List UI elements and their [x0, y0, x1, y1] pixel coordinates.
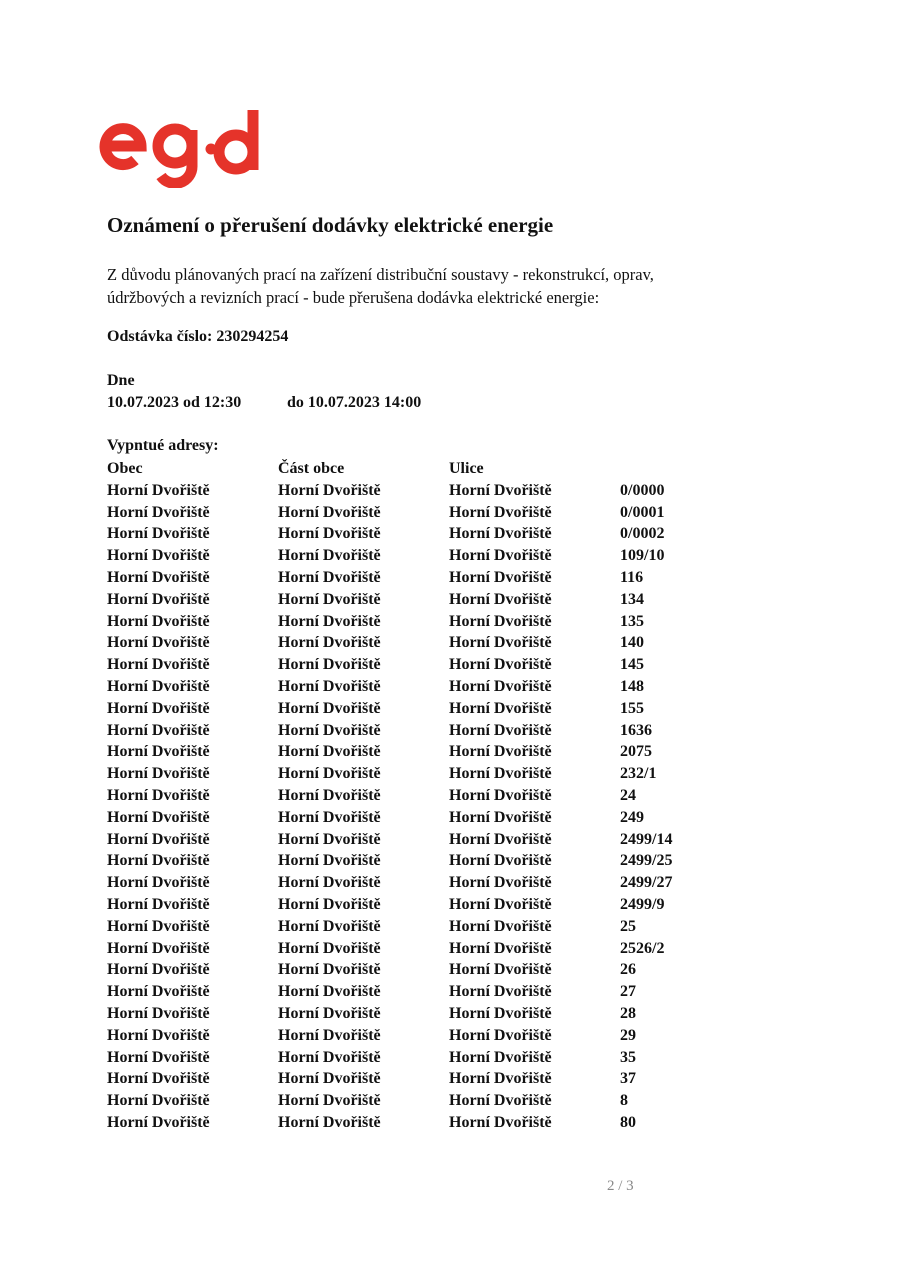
obec-cell: Horní Dvořiště [107, 808, 210, 826]
page-title: Oznámení o přerušení dodávky elektrické energie [107, 213, 554, 237]
ulice-cell: Horní Dvořiště [449, 808, 552, 826]
cast-obce-cell: Horní Dvořiště [278, 786, 381, 804]
ulice-cell: Horní Dvořiště [449, 1026, 552, 1044]
cast-obce-cell: Horní Dvořiště [278, 503, 381, 521]
header-obec: Obec [107, 460, 143, 477]
cast-obce-cell: Horní Dvořiště [278, 1026, 381, 1044]
cast-obce-cell: Horní Dvořiště [278, 677, 381, 695]
cast-obce-cell: Horní Dvořiště [278, 656, 381, 674]
obec-cell: Horní Dvořiště [107, 939, 210, 957]
house-number-cell: 232/1 [620, 765, 657, 783]
cast-obce-cell: Horní Dvořiště [278, 525, 381, 543]
ulice-cell: Horní Dvořiště [449, 830, 552, 848]
obec-cell: Horní Dvořiště [107, 612, 210, 630]
intro-line-2: údržbových a revizních prací - bude přerušena dodávka elektrické energie: [107, 288, 600, 307]
house-number-cell: 35 [620, 1048, 636, 1066]
period-label: Dne [107, 372, 135, 389]
ulice-cell: Horní Dvořiště [449, 983, 552, 1001]
obec-cell: Horní Dvořiště [107, 1113, 210, 1131]
cast-obce-cell: Horní Dvořiště [278, 1004, 381, 1022]
addresses-label: Vypntué adresy: [107, 437, 219, 454]
house-number-cell: 8 [620, 1092, 628, 1110]
ulice-cell: Horní Dvořiště [449, 503, 552, 521]
cast-obce-cell: Horní Dvořiště [278, 852, 381, 870]
house-number-cell: 2526/2 [620, 939, 665, 957]
cast-obce-cell: Horní Dvořiště [278, 721, 381, 739]
cast-obce-cell: Horní Dvořiště [278, 765, 381, 783]
house-number-cell: 2499/14 [620, 830, 673, 848]
ulice-cell: Horní Dvořiště [449, 677, 552, 695]
house-number-cell: 26 [620, 961, 636, 979]
obec-cell: Horní Dvořiště [107, 547, 210, 565]
obec-cell: Horní Dvořiště [107, 874, 210, 892]
obec-cell: Horní Dvořiště [107, 895, 210, 913]
obec-cell: Horní Dvořiště [107, 503, 210, 521]
ulice-cell: Horní Dvořiště [449, 939, 552, 957]
house-number-cell: 80 [620, 1113, 636, 1131]
cast-obce-cell: Horní Dvořiště [278, 917, 381, 935]
house-number-cell: 25 [620, 917, 636, 935]
obec-cell: Horní Dvořiště [107, 481, 210, 499]
cast-obce-cell: Horní Dvořiště [278, 634, 381, 652]
obec-cell: Horní Dvořiště [107, 590, 210, 608]
obec-cell: Horní Dvořiště [107, 786, 210, 804]
cast-obce-cell: Horní Dvořiště [278, 830, 381, 848]
outage-number: Odstávka číslo: 230294254 [107, 328, 289, 345]
house-number-cell: 116 [620, 568, 644, 586]
obec-cell: Horní Dvořiště [107, 765, 210, 783]
obec-cell: Horní Dvořiště [107, 1004, 210, 1022]
house-number-cell: 2499/25 [620, 852, 673, 870]
ulice-cell: Horní Dvořiště [449, 765, 552, 783]
cast-obce-cell: Horní Dvořiště [278, 612, 381, 630]
house-number-cell: 28 [620, 1004, 636, 1022]
obec-cell: Horní Dvořiště [107, 983, 210, 1001]
obec-cell: Horní Dvořiště [107, 830, 210, 848]
house-number-cell: 2499/27 [620, 874, 673, 892]
ulice-cell: Horní Dvořiště [449, 895, 552, 913]
cast-obce-cell: Horní Dvořiště [278, 939, 381, 957]
cast-obce-cell: Horní Dvořiště [278, 874, 381, 892]
ulice-cell: Horní Dvořiště [449, 656, 552, 674]
ulice-cell: Horní Dvořiště [449, 568, 552, 586]
cast-obce-cell: Horní Dvořiště [278, 1113, 381, 1131]
house-number-cell: 29 [620, 1026, 636, 1044]
ulice-cell: Horní Dvořiště [449, 874, 552, 892]
obec-cell: Horní Dvořiště [107, 699, 210, 717]
cast-obce-cell: Horní Dvořiště [278, 743, 381, 761]
egd-logo [97, 104, 261, 188]
header-ulice: Ulice [449, 460, 484, 477]
house-number-cell: 249 [620, 808, 644, 826]
ulice-cell: Horní Dvořiště [449, 852, 552, 870]
ulice-cell: Horní Dvořiště [449, 1092, 552, 1110]
obec-cell: Horní Dvořiště [107, 961, 210, 979]
cast-obce-cell: Horní Dvořiště [278, 1070, 381, 1088]
obec-cell: Horní Dvořiště [107, 525, 210, 543]
house-number-cell: 135 [620, 612, 644, 630]
obec-cell: Horní Dvořiště [107, 743, 210, 761]
ulice-cell: Horní Dvořiště [449, 481, 552, 499]
house-number-cell: 155 [620, 699, 644, 717]
cast-obce-cell: Horní Dvořiště [278, 1092, 381, 1110]
house-number-cell: 148 [620, 677, 644, 695]
obec-cell: Horní Dvořiště [107, 852, 210, 870]
cast-obce-cell: Horní Dvořiště [278, 808, 381, 826]
obec-cell: Horní Dvořiště [107, 917, 210, 935]
cast-obce-cell: Horní Dvořiště [278, 895, 381, 913]
ulice-cell: Horní Dvořiště [449, 1048, 552, 1066]
ulice-cell: Horní Dvořiště [449, 961, 552, 979]
obec-cell: Horní Dvořiště [107, 677, 210, 695]
cast-obce-cell: Horní Dvořiště [278, 1048, 381, 1066]
ulice-cell: Horní Dvořiště [449, 743, 552, 761]
obec-cell: Horní Dvořiště [107, 656, 210, 674]
cast-obce-cell: Horní Dvořiště [278, 590, 381, 608]
house-number-cell: 109/10 [620, 547, 665, 565]
ulice-cell: Horní Dvořiště [449, 525, 552, 543]
period-from: 10.07.2023 od 12:30 [107, 394, 242, 411]
ulice-cell: Horní Dvořiště [449, 590, 552, 608]
house-number-cell: 2499/9 [620, 895, 665, 913]
ulice-cell: Horní Dvořiště [449, 1070, 552, 1088]
cast-obce-cell: Horní Dvořiště [278, 699, 381, 717]
header-cast-obce: Část obce [278, 460, 345, 477]
ulice-cell: Horní Dvořiště [449, 1113, 552, 1131]
house-number-cell: 0/0001 [620, 503, 665, 521]
intro-paragraph [107, 263, 807, 309]
ulice-cell: Horní Dvořiště [449, 634, 552, 652]
house-number-cell: 2075 [620, 743, 652, 761]
obec-cell: Horní Dvořiště [107, 1070, 210, 1088]
house-number-cell: 0/0000 [620, 481, 665, 499]
cast-obce-cell: Horní Dvořiště [278, 481, 381, 499]
period-to: do 10.07.2023 14:00 [287, 394, 422, 411]
period-dates [107, 394, 422, 412]
obec-cell: Horní Dvořiště [107, 721, 210, 739]
ulice-cell: Horní Dvořiště [449, 699, 552, 717]
ulice-cell: Horní Dvořiště [449, 1004, 552, 1022]
cast-obce-cell: Horní Dvořiště [278, 547, 381, 565]
cast-obce-cell: Horní Dvořiště [278, 568, 381, 586]
house-number-cell: 27 [620, 983, 636, 1001]
house-number-cell: 37 [620, 1070, 636, 1088]
obec-cell: Horní Dvořiště [107, 1048, 210, 1066]
ulice-cell: Horní Dvořiště [449, 786, 552, 804]
ulice-cell: Horní Dvořiště [449, 917, 552, 935]
cast-obce-cell: Horní Dvořiště [278, 961, 381, 979]
ulice-cell: Horní Dvořiště [449, 612, 552, 630]
intro-line-1: Z důvodu plánovaných prací na zařízení distribuční soustavy - rekonstrukcí, oprav, [107, 265, 654, 284]
house-number-cell: 24 [620, 786, 636, 804]
obec-cell: Horní Dvořiště [107, 1092, 210, 1110]
house-number-cell: 145 [620, 656, 644, 674]
obec-cell: Horní Dvořiště [107, 634, 210, 652]
ulice-cell: Horní Dvořiště [449, 547, 552, 565]
obec-cell: Horní Dvořiště [107, 1026, 210, 1044]
house-number-cell: 1636 [620, 721, 652, 739]
obec-cell: Horní Dvořiště [107, 568, 210, 586]
ulice-cell: Horní Dvořiště [449, 721, 552, 739]
house-number-cell: 140 [620, 634, 644, 652]
cast-obce-cell: Horní Dvořiště [278, 983, 381, 1001]
page-number: 2 / 3 [607, 1178, 634, 1194]
house-number-cell: 0/0002 [620, 525, 665, 543]
house-number-cell: 134 [620, 590, 644, 608]
